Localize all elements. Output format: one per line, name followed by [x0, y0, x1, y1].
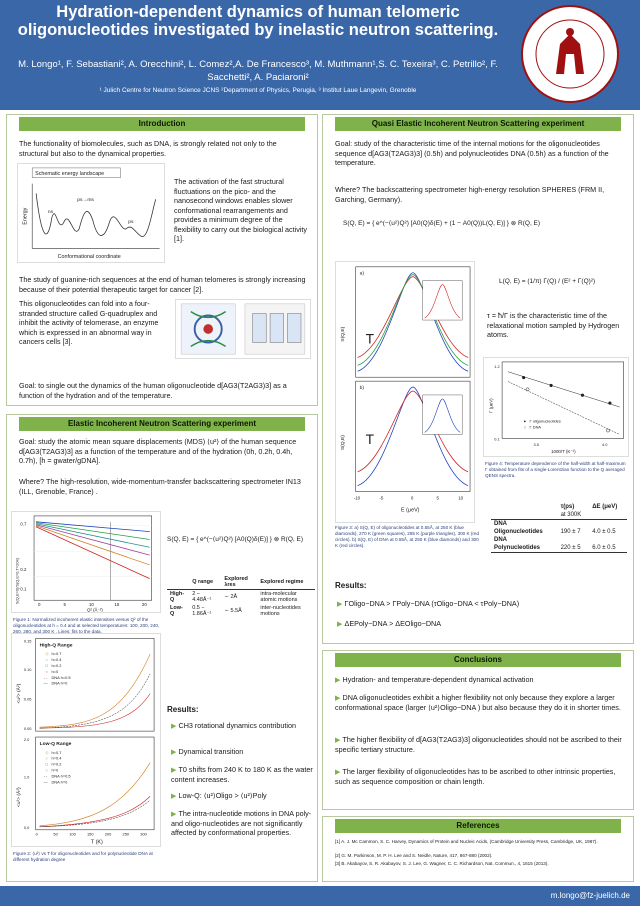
- svg-text:—: —: [43, 779, 48, 785]
- svg-text:h=0: h=0: [51, 767, 59, 773]
- fig2-low-q-title: Low-Q Range: [39, 741, 72, 747]
- conclusions-panel: [322, 650, 634, 810]
- figure-4-gamma-vs-temperature: [483, 357, 629, 457]
- timescale-label-ps: ps: [128, 219, 134, 225]
- intro-goal: Goal: to single out the dynamics of the human oligonucleotide d[AG3(T2AG3)3] as a function of the hydration and of the temperature.: [19, 381, 287, 400]
- intro-paragraph-1: The functionality of biomolecules, such as DNA, is strongly related not only to the structural but also to the dynamical properties.: [19, 139, 277, 158]
- svg-text:T: T: [365, 432, 374, 448]
- fig4-point-dna: [606, 429, 609, 432]
- svg-text:0.0: 0.0: [23, 824, 30, 830]
- figure-2-msd-vs-temperature: [11, 633, 161, 847]
- svg-text:T: T: [365, 331, 374, 347]
- figure-4-caption: Figure 4: Temperature dependence of the half-width at half-maximum Γ obtained from fits of a single-Lorentzian function to the Q averaged QENS spectra.: [485, 461, 626, 478]
- university-seal-logo: [520, 4, 620, 104]
- conclusion-item-3: ▶ The higher flexibility of d[AG3(T2AG3)3] oligonucleotides should not be ascribed to their specific tertiary structure.: [335, 735, 627, 754]
- footer-bar: [0, 886, 640, 906]
- svg-text:0: 0: [35, 831, 38, 837]
- fig3-x-axis-label: E (μeV): [401, 507, 420, 514]
- svg-text:DNA h=0: DNA h=0: [51, 680, 68, 686]
- lorentzian-formula: L(Q, E) = (1/π) Γ(Q) / (E² + Γ(Q)²): [499, 278, 596, 285]
- svg-text:5: 5: [63, 602, 66, 608]
- conclusion-item-4: ▶ The larger flexibility of oligonucleotides has to be ascribed to other intrinsic properties, such as sequence composition or chain length.: [335, 767, 627, 786]
- svg-text:-10: -10: [353, 495, 361, 501]
- svg-text:0.15: 0.15: [23, 638, 32, 644]
- svg-text:○: ○: [45, 755, 48, 761]
- fig1-fit-260k: [36, 525, 150, 555]
- fig4-point-oligo: [581, 394, 584, 397]
- svg-text:DNA h=0.5: DNA h=0.5: [51, 773, 71, 779]
- poster-title: Hydration-dependent dynamics of human telomeric oligonucleotides investigated by inelastic neutron scattering.: [17, 3, 499, 39]
- fig4-point-oligo: [522, 376, 525, 379]
- intro-paragraph-2: The activation of the fast structural fluctuations on the pico- and the nanosecond windows enables slower conformational rearrangements and provides a minimum degree of the flexibility to carry out the biological activity [1].: [174, 177, 308, 243]
- svg-text:0: 0: [410, 495, 414, 501]
- table-col-delta-e: ΔE (μeV): [592, 504, 618, 510]
- figure-1-caption: Figure 1: Normalized incoherent elastic intensities versus Q² of the oligonucleotides at h = 0.4 and at selected temperatures: 100, 200, 240, 260, 280, and 300 K . Lines: fits to the data.: [13, 617, 160, 634]
- svg-text:15: 15: [114, 602, 120, 608]
- table-col-qrange: Q range: [192, 579, 214, 585]
- fig3-y-axis-label-b: S(Q,E): [340, 435, 346, 451]
- conformational-axis-label: Conformational coordinate: [57, 254, 121, 261]
- eins-result-3: ▶ T0 shifts from 240 K to 180 K as the water content increases.: [171, 765, 317, 784]
- svg-text:150: 150: [86, 831, 94, 837]
- qens-results-heading: Results:: [335, 581, 367, 590]
- eins-formula: S(Q, E) = { e^(−⟨u²⟩Q²) [A0(Q)δ(E)] } ⊗ R(Q, E): [167, 536, 304, 543]
- affiliations: ¹ Julich Centre for Neutron Science JCNS ²Department of Physics, Perugia, ³ Institut Laue Langevin, Grenoble: [99, 87, 417, 94]
- fig4-point-oligo: [550, 384, 553, 387]
- qens-result-1: ▶ ΓOligo−DNA > ΓPoly−DNA (τOligo−DNA < τPoly−DNA): [337, 599, 627, 609]
- energy-axis-label: Energy: [22, 207, 29, 225]
- svg-text:—: —: [43, 680, 48, 686]
- svg-text:1.0: 1.0: [23, 774, 30, 780]
- introduction-panel: [6, 114, 318, 406]
- svg-text:200: 200: [104, 831, 112, 837]
- qens-panel: [322, 114, 634, 644]
- table-col-blank: [167, 575, 189, 590]
- table-col-regime: Explored regime: [260, 579, 304, 585]
- svg-text:250: 250: [122, 831, 130, 837]
- svg-text:20: 20: [141, 602, 147, 608]
- q-range-table: [167, 575, 315, 618]
- svg-text:h=0: h=0: [51, 668, 59, 674]
- svg-text:10: 10: [88, 602, 94, 608]
- svg-text:h=0.7: h=0.7: [51, 651, 62, 657]
- figure-1-elastic-intensity: [11, 511, 161, 613]
- svg-text:- -: - -: [43, 674, 48, 680]
- contact-email[interactable]: m.longo@fz-juelich.de: [550, 891, 630, 900]
- svg-text:h=0.2: h=0.2: [51, 662, 62, 668]
- fig1-y-axis-label: S(Q,E=0)/S(Q,E=0,T=20K): [14, 557, 20, 605]
- fig2-y-axis-label-low: <u²> (Å²): [16, 787, 22, 808]
- fig1-fit-280k: [36, 526, 150, 565]
- figure-3-qens-spectra: [335, 261, 475, 523]
- svg-text:h=0.7: h=0.7: [51, 749, 62, 755]
- tau-definition: τ = ħ/Γ is the characteristic time of the relaxational motion sampled by Hydrogen atoms.: [487, 311, 620, 339]
- eins-result-1: ▶ CH3 rotational dynamics contribution: [171, 721, 317, 731]
- qens-formula: S(Q, E) = { e^(−⟨u²⟩Q²) [A0(Q)δ(E) + (1 − A0(Q))L(Q, E)] } ⊗ R(Q, E): [343, 220, 541, 227]
- svg-text:○: ○: [523, 424, 527, 430]
- intro-paragraph-4: This oligonucleotides can fold into a four-stranded structure called G-quadruplex and inhibit the activity of telomerase, an enzyme which is expressed in an abnormal way in cancers cells [3].: [19, 299, 159, 346]
- svg-text:-5: -5: [379, 495, 384, 501]
- svg-text:□: □: [45, 662, 48, 668]
- fig4-point-dna: [526, 388, 529, 391]
- introduction-heading: Introduction: [19, 117, 305, 131]
- references-panel: [322, 816, 634, 882]
- conclusion-item-1: ▶ Hydration- and temperature-dependent dynamical activation: [335, 675, 627, 685]
- qens-where: Where? The backscattering spectrometer high-energy resolution SPHERES (FRM II, Garching, Germany).: [335, 185, 605, 204]
- svg-text:◇: ◇: [45, 651, 49, 657]
- eins-result-4: ▶ Low-Q: ⟨u²⟩Oligo > ⟨u²⟩Poly: [171, 791, 317, 801]
- svg-text:○: ○: [45, 657, 48, 663]
- svg-text:5: 5: [436, 495, 440, 501]
- table-row: DNA: [494, 537, 507, 543]
- table-group-label: DNA: [494, 521, 507, 527]
- svg-text:●: ●: [523, 418, 527, 424]
- references-heading: References: [335, 819, 621, 833]
- eins-where: Where? The high-resolution, wide-momentum-transfer backscattering spectrometer IN13 (ILL, Grenoble, France) .: [19, 477, 301, 496]
- svg-text:○: ○: [45, 668, 48, 674]
- fig2-y-axis-label-high: <u²> (Å²): [16, 683, 22, 704]
- svg-text:300: 300: [140, 831, 147, 837]
- svg-text:4.0: 4.0: [602, 442, 608, 448]
- svg-text:0.1: 0.1: [494, 436, 500, 442]
- fig4-legend-dna: Γ DNA: [529, 424, 542, 430]
- svg-text:DNA h=0.5: DNA h=0.5: [51, 674, 71, 680]
- svg-text:100: 100: [69, 831, 76, 837]
- timescale-label-psms: ps→ms: [77, 198, 94, 204]
- fig1-fit-200k: [36, 523, 150, 540]
- eins-panel: [6, 414, 318, 882]
- svg-text:- -: - -: [43, 773, 48, 779]
- conclusions-heading: Conclusions: [335, 653, 621, 667]
- intro-paragraph-3: The study of guanine-rich sequences at the end of human telomeres is strongly increasing because of their potential therapeutic target for cancer [2].: [19, 275, 306, 294]
- reference-2: [2] G. M. Parkinson, M. P. H. Lee and S. Neidle, Nature, 417, 867-880 (2002).: [335, 853, 493, 858]
- fig3-panel-b-label: b): [359, 386, 365, 392]
- author-list: M. Longo¹, F. Sebastiani², A. Orecchini², L. Comez²,A. De Francesco³, M. Muthmann¹,S. C. Texeira³, C. Petrillo², F. Sacchetti², A. Paciaroni²: [18, 59, 498, 83]
- fig4-point-oligo: [608, 402, 611, 405]
- svg-text:0.1: 0.1: [20, 586, 27, 592]
- g-quadruplex-figure: [175, 299, 311, 359]
- svg-text:DNA h=0: DNA h=0: [51, 779, 68, 785]
- fig1-x-axis-label: Q² (Å⁻²): [86, 607, 103, 613]
- svg-text:0.05: 0.05: [23, 696, 32, 702]
- poster-header: [0, 0, 640, 110]
- energy-landscape-title: Schematic energy landscape: [35, 170, 105, 177]
- qens-heading: Quasi Elastic Incoherent Neutron Scattering experiment: [335, 117, 621, 131]
- qens-result-2: ▶ ΔEPoly−DNA > ΔEOligo−DNA: [337, 619, 627, 629]
- reference-3: [3] B. Akabayov, S. R. Akabayov, S. J. Lee, G. Wagner, C. C. Richardson, Nat. Commun., 4, 1615 (2013).: [335, 861, 549, 866]
- eins-result-5: ▶ The intra-nucleotide motions in DNA poly- and oligo-nucleotides are not significantly affected by conformational properties.: [171, 809, 317, 838]
- fig4-y-axis-label: Γ (μeV): [488, 398, 494, 413]
- fig4-legend-oligo: Γ oligonucleotides: [529, 418, 561, 424]
- conclusion-item-2: ▶ DNA oligonucleotides exhibit a higher flexibility not only because they explore a larger conformational space (larger ⟨u²⟩Oligo−DNA ) but also because they do it in shorter times.: [335, 693, 627, 712]
- fig1-fit-300k: [36, 527, 150, 579]
- fig2-x-axis-label: T (K): [90, 839, 103, 846]
- svg-text:h=0.4: h=0.4: [51, 755, 62, 761]
- table-col-lambda: Explored λres: [224, 576, 248, 588]
- fig3-panel-a-label: a): [359, 271, 365, 277]
- table-col-tau: τ(ps): [560, 504, 575, 510]
- figure-3-caption: Figure 3: a) S(Q, E) of oligonucleotides at 0.55Å, at 250 K (blue diamonds), 270 K (green squares), 285 K (purple triangles), 300 K (red circles). b) S(Q, E) of DNA at 0.55Å, at 250 K (blue diamonds) and 300 K (red circles).: [335, 525, 480, 548]
- table-row: Oligonucleotides 190 ± 7 4.0 ± 0.5: [494, 529, 616, 535]
- svg-text:0.00: 0.00: [23, 726, 32, 732]
- table-subheader: at 300K: [560, 512, 582, 518]
- svg-text:□: □: [45, 761, 48, 767]
- figure-2-caption: Figure 2: ⟨u²⟩ vs T for oligonucleotides and for polynucleotide DNA at different hydration degree: [13, 851, 153, 862]
- fig2-high-q-title: High-Q Range: [39, 643, 73, 649]
- fig3-y-axis-label-a: S(Q,E): [340, 326, 346, 342]
- eins-result-2: ▶ Dynamical transition: [171, 747, 317, 757]
- svg-text:0.7: 0.7: [20, 521, 27, 527]
- table-row: Low-Q 0.5 − 1.86Å⁻¹ ∼ 5.5Å inter-nucleotides motions: [170, 605, 301, 617]
- fig1-fit-240k: [36, 524, 150, 548]
- fig4-x-axis-label: 1000/T (K⁻¹): [551, 449, 576, 455]
- svg-text:0.2: 0.2: [20, 566, 27, 572]
- table-row: High-Q 2 − 4.48Å⁻¹ ∼ 2Å intra-molecular atomic motions: [170, 591, 298, 603]
- reference-1: [1] A. J. Mc Cammon, S. C. Harvey, Dynamics of Protein and Nucleic Acids, (Cambridge University Press, Cambridge, UK, 1987).: [335, 839, 598, 844]
- eins-goal: Goal: study the atomic mean square displacements (MDS) ⟨u²⟩ of the human sequence d[AG3(T2AG3)3] as a function of the temperature and of the hydration (0h, 0.2h, 0.4h, 0.7h), [h = gwater/gDNA].: [19, 437, 297, 465]
- fig1-fit-100k: [36, 522, 150, 532]
- svg-text:50: 50: [53, 831, 58, 837]
- svg-text:10: 10: [458, 495, 464, 501]
- eins-heading: Elastic Incoherent Neutron Scattering experiment: [19, 417, 305, 431]
- svg-text:h=0.4: h=0.4: [51, 657, 62, 663]
- svg-text:○: ○: [45, 767, 48, 773]
- svg-text:3.5: 3.5: [533, 442, 539, 448]
- energy-landscape-figure: [17, 163, 165, 263]
- svg-text:h=0.2: h=0.2: [51, 761, 62, 767]
- svg-text:◇: ◇: [45, 749, 49, 755]
- fig2-low-curve-h0: [40, 796, 151, 827]
- eins-results-heading: Results:: [167, 705, 199, 714]
- fig2-low-curve-dna: [40, 800, 151, 827]
- table-row: Polynucleotides 220 ± 5 6.0 ± 0.5: [491, 544, 627, 553]
- svg-text:2.0: 2.0: [23, 736, 30, 742]
- timescale-label-ns: ns: [47, 210, 54, 215]
- svg-text:1.2: 1.2: [494, 363, 500, 369]
- tau-energy-table: [491, 503, 627, 553]
- svg-text:0: 0: [37, 602, 41, 608]
- qens-goal: Goal: study of the characteristic time of the internal motions for the oligonucleotides sequence d[AG3(T2AG3)3] (0.5h) and polynucleotides DNA (0.5h) as a function of the temperature.: [335, 139, 609, 167]
- svg-text:0.10: 0.10: [23, 666, 32, 672]
